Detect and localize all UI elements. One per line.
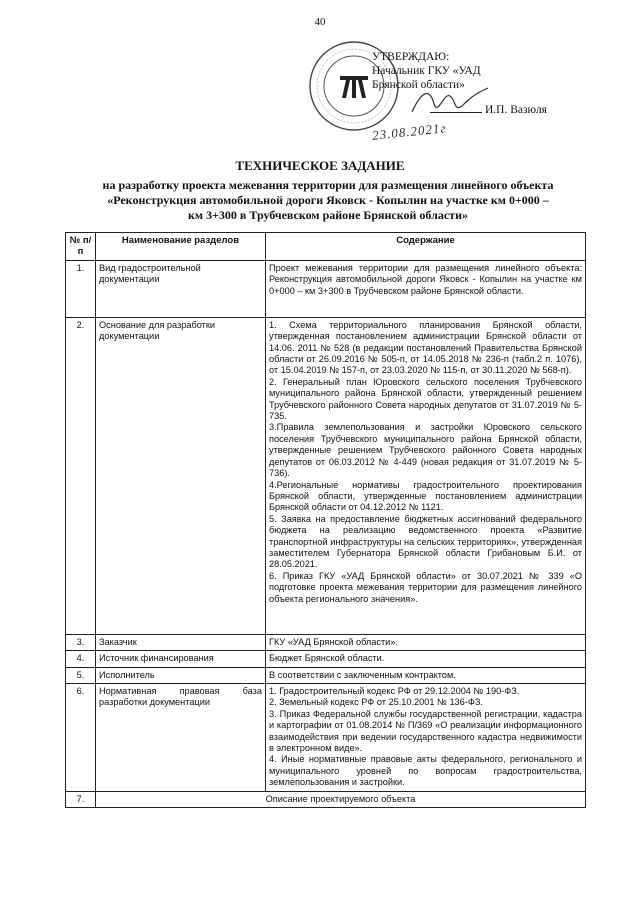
row-section: Вид градостроительной документации [96, 260, 266, 317]
row-number: 7. [66, 791, 96, 807]
header-section: Наименование разделов [96, 233, 266, 261]
row-number: 4. [66, 651, 96, 667]
row-content [266, 667, 586, 683]
content-paragraph: 5. Заявка на предоставление бюджетных ассигнований федерального бюджета на реализацию ведомственного проекта «Развитие транспортной инфраструктуры на сельских территориях», утвержденная заместителем Губернатора Брянской области Грибановым Б.И. от 28.05.2021. [269, 513, 582, 570]
document-title: ТЕХНИЧЕСКОЕ ЗАДАНИЕ [235, 158, 405, 173]
approval-line: Брянской области» [372, 79, 465, 91]
row-section: Основание для разработки документации [96, 317, 266, 634]
signatory-name: И.П. Вазюля [485, 104, 547, 116]
header-content: Содержание [266, 233, 586, 261]
page-number: 40 [314, 16, 326, 28]
approval-date: 23.08.2021г [371, 120, 448, 143]
row-number: 1. [66, 260, 96, 317]
approval-block [372, 50, 572, 92]
row-content [266, 634, 586, 650]
content-paragraph: Проект межевания территории для размещения линейного объекта: Реконструкция автомобильной дороги Яковск - Копылин на участке км 0+000 – км 3+300 в Трубчевском районе Брянской области. [269, 262, 582, 296]
table-row [66, 651, 586, 667]
content-paragraph: ГКУ «УАД Брянской области». [269, 636, 398, 647]
row-content: Описание проектируемого объекта [96, 791, 586, 807]
row-section: Исполнитель [96, 667, 266, 683]
row-content [266, 684, 586, 792]
content-paragraph: 1. Градостроительный кодекс РФ от 29.12.2004 № 190-ФЗ. [269, 686, 520, 697]
content-paragraph: 3. Приказ Федеральной службы государственной регистрации, кадастра и картографии от 01.08.2014 № П/369 «О реализации информационного взаимодействия при ведении государственного кадастра недвижимости в электронном виде». [269, 708, 582, 754]
content-paragraph: 3.Правила землепользования и застройки Юровского сельского поселения Трубчевского муниципального района Брянской области, утвержденные решением Трубчевского районного Совета народных депутатов от 06.03.2012 № 4-449 (новая редакция от 31.07.2019 № 5-736). [269, 422, 582, 479]
row-content [266, 260, 586, 317]
row-content [266, 317, 586, 634]
table-header-row [66, 233, 586, 261]
content-paragraph: В соответствии с заключенным контрактом. [269, 669, 456, 680]
signature-row [430, 104, 547, 116]
row-number: 6. [66, 684, 96, 792]
content-paragraph: 2. Генеральный план Юровского сельского поселения Трубчевского муниципального района Брянской области, утвержденный решением Трубчевского районного Совета народных депутатов от 31.07.2019 № 5-735. [269, 376, 582, 422]
content-paragraph: 4.Региональные нормативы градостроительного проектирования Брянской области, утвержденные постановлением администрации Брянской области от 04.12.2012 № 1121. [269, 479, 582, 513]
signature-underline [430, 112, 482, 113]
content-paragraph: 4. Иные нормативные правовые акты федерального, регионального и муниципального уровней по вопросам градостроительства, землепользования и застройки. [269, 754, 582, 788]
table-row [66, 791, 586, 807]
row-section: Заказчик [96, 634, 266, 650]
content-paragraph: Бюджет Брянской области. [269, 653, 385, 664]
subtitle-line: «Реконструкция автомобильной дороги Яковск - Копылин на участке км 0+000 – [107, 193, 549, 207]
table-row [66, 317, 586, 634]
approval-line: УТВЕРЖДАЮ: [372, 51, 450, 63]
table-row [66, 667, 586, 683]
table-row [66, 634, 586, 650]
table-row [66, 260, 586, 317]
row-number: 2. [66, 317, 96, 634]
row-section: Источник финансирования [96, 651, 266, 667]
row-number: 3. [66, 634, 96, 650]
row-section: Нормативная правовая база разработки документации [96, 684, 266, 792]
subtitle-line: км 3+300 в Трубчевском районе Брянской области» [187, 208, 468, 222]
content-paragraph: 2. Земельный кодекс РФ от 25.10.2001 № 136-ФЗ. [269, 697, 483, 708]
document-subtitle [78, 178, 578, 223]
approval-line: Начальник ГКУ «УАД [372, 65, 481, 77]
content-paragraph: 6. Приказ ГКУ «УАД Брянской области» от 30.07.2021 № 339 «О подготовке проекта межевания территории для размещения линейного объекта регионального значения». [269, 570, 582, 604]
row-number: 5. [66, 667, 96, 683]
header-num: № п/п [66, 233, 96, 261]
specification-table [65, 232, 586, 808]
table-row [66, 684, 586, 792]
subtitle-line: на разработку проекта межевания территории для размещения линейного объекта [102, 178, 554, 192]
row-content [266, 651, 586, 667]
content-paragraph: 1. Схема территориального планирования Брянской области, утвержденная постановлением администрации Брянской области от 14.06. 2011 № 528 (в редакции постановлений Правительства Брянской области от 26.09.2016 № 505-п, от 14.05.2018 № 236-п (табл.2 п. 1076), от 15.04.2019 № 157-п, от 23.03.2020 № 115-п, от 30.11.2020 № 568-п). [269, 319, 582, 376]
